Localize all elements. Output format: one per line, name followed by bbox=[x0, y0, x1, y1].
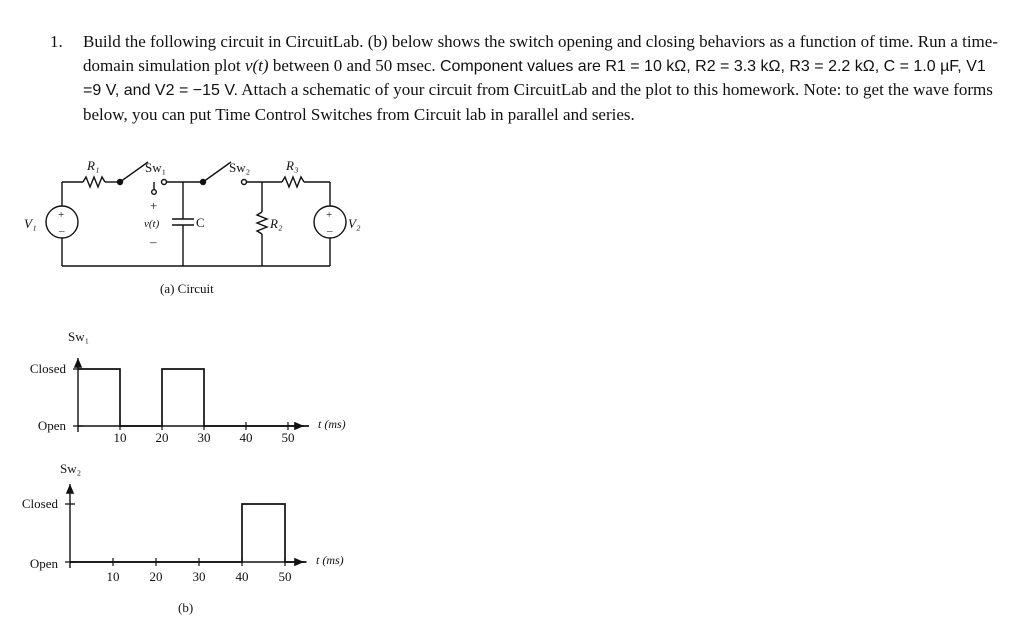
x-tick-label: 20 bbox=[155, 430, 169, 445]
x-axis-label: t (ms) bbox=[318, 417, 346, 431]
state-label-closed: Closed bbox=[29, 361, 66, 376]
figure-caption: (b) bbox=[178, 600, 194, 615]
switch-waveform bbox=[70, 504, 307, 562]
circuit-caption: (a) Circuit bbox=[160, 281, 214, 296]
x-tick-label: 10 bbox=[113, 430, 127, 445]
vt-terminal bbox=[152, 190, 157, 195]
label-r3: R₃ bbox=[286, 158, 299, 173]
v1-plus: + bbox=[58, 209, 65, 221]
x-tick-label: 30 bbox=[192, 569, 206, 584]
chart-title: Sw₁ bbox=[68, 329, 90, 344]
x-tick-label: 10 bbox=[106, 569, 120, 584]
x-tick-label: 20 bbox=[149, 569, 163, 584]
label-vt-minus: – bbox=[150, 234, 157, 249]
x-tick-label: 50 bbox=[281, 430, 295, 445]
resistor-r2 bbox=[257, 212, 267, 234]
component-values: Component values are R1 = 10 kΩ, R2 = 3.3 kΩ, R3 = 2.2 kΩ, C = 1.0 µF, V1 =9 V, and V2 = −15 V. bbox=[83, 57, 986, 99]
resistor-r3 bbox=[282, 177, 304, 187]
problem-text-c: Attach a schematic of your circuit from CircuitLab and the plot to this homework. Note: to get the wave forms below, you can put Time Control Switches from Circuit lab in parallel and series. bbox=[83, 80, 993, 124]
v1-minus: – bbox=[59, 225, 65, 237]
state-label-open: Open bbox=[29, 556, 58, 571]
sw1-contact bbox=[162, 180, 167, 185]
x-tick-label: 40 bbox=[239, 430, 253, 445]
switch-waveform bbox=[78, 369, 309, 426]
x-tick-label: 40 bbox=[235, 569, 249, 584]
problem-text-a: Build the following circuit in CircuitLab. (b) below shows the switch opening and closing behaviors as a function of time. Run a time-domain simulation plot bbox=[83, 32, 998, 75]
label-v2: V₂ bbox=[348, 216, 361, 231]
state-label-closed: Closed bbox=[21, 496, 58, 511]
label-sw2: Sw₂ bbox=[229, 160, 251, 175]
label-vt: v(t) bbox=[144, 218, 160, 230]
v2-minus: – bbox=[327, 225, 333, 237]
label-vt-plus: + bbox=[150, 198, 158, 213]
label-v1: V₁ bbox=[24, 216, 37, 231]
chart-title: Sw₂ bbox=[60, 461, 82, 476]
x-axis-label: t (ms) bbox=[316, 553, 344, 567]
problem-text-vt: v(t) bbox=[244, 55, 269, 75]
x-tick-label: 50 bbox=[278, 569, 292, 584]
sw1-blade bbox=[120, 162, 148, 182]
sw1-timing-chart bbox=[30, 329, 346, 445]
sw2-contact bbox=[242, 180, 247, 185]
problem-text-b: between 0 and 50 msec. bbox=[268, 55, 440, 75]
problem-number: 1. bbox=[50, 32, 63, 51]
sw2-blade bbox=[203, 162, 231, 182]
label-sw1: Sw₁ bbox=[145, 160, 167, 175]
state-label-open: Open bbox=[37, 418, 66, 433]
circuit-schematic bbox=[46, 162, 346, 266]
x-tick-label: 30 bbox=[197, 430, 211, 445]
resistor-r1 bbox=[83, 177, 105, 187]
v2-plus: + bbox=[326, 209, 333, 221]
label-r2: R₂ bbox=[270, 216, 283, 231]
label-r1: R₁ bbox=[87, 158, 100, 173]
label-cap: C bbox=[196, 215, 205, 230]
sw2-timing-chart bbox=[22, 461, 344, 584]
